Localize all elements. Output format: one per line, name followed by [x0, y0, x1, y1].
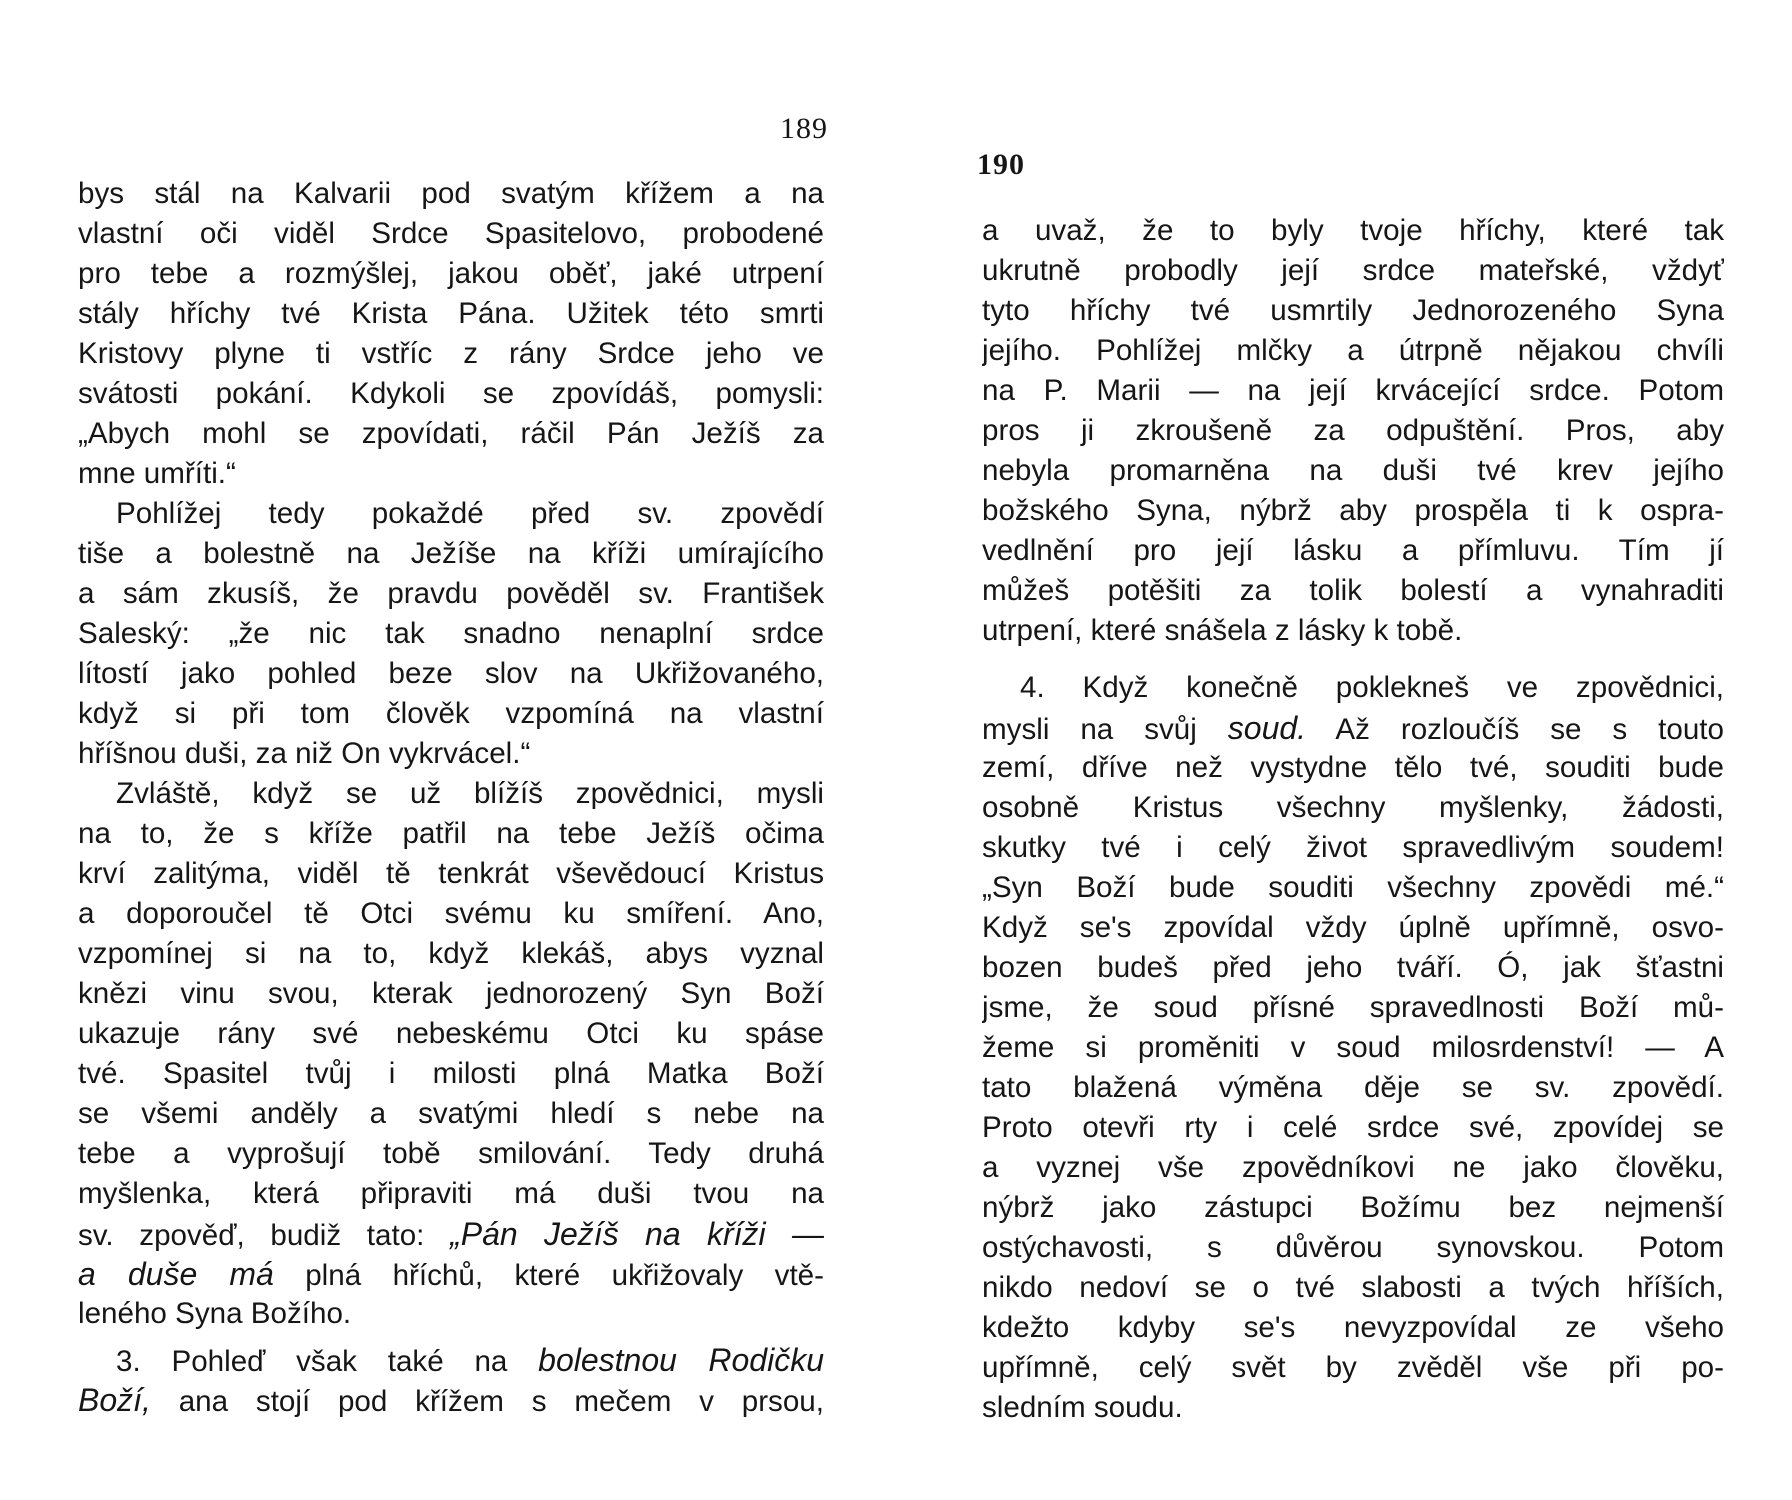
text-line: ukrutně probodly její srdce mateřské, vždyť: [982, 254, 1724, 287]
text-run: Až rozloučíš se s touto: [1306, 713, 1724, 746]
text-line: vedlnění pro její lásku a přímluvu. Tím jí: [982, 534, 1724, 567]
text-line: bys stál na Kalvarii pod svatým křížem a na: [78, 177, 824, 210]
text-line: utrpení, které snášela z lásky k tobě.: [982, 614, 1463, 647]
text-line: lítostí jako pohled beze slov na Ukřižovaného,: [78, 657, 824, 690]
text-line: Saleský: „že nic tak snadno nenaplní srdce: [78, 617, 824, 650]
text-run: mysli na svůj: [982, 713, 1228, 746]
text-line: a vyznej vše zpovědníkovi ne jako člověku,: [982, 1151, 1724, 1184]
text-line: vlastní oči viděl Srdce Spasitelovo, probodené: [78, 217, 824, 250]
text-line: svátosti pokání. Kdykoli se zpovídáš, pomysli:: [78, 377, 824, 410]
left-page-text: [78, 174, 824, 1420]
text-line: skutky tvé i celý život spravedlivým soudem!: [982, 831, 1724, 864]
text-line: Proto otevři rty i celé srdce své, zpovídej se: [982, 1111, 1724, 1144]
text-line: stály hříchy tvé Krista Pána. Užitek této smrti: [78, 297, 824, 330]
text-line: mne umříti.“: [78, 457, 236, 490]
text-line: Kristovy plyne ti vstříc z rány Srdce jeho ve: [78, 337, 824, 370]
text-line: [982, 708, 1724, 748]
text-run: 3. Pohleď však také na: [116, 1345, 539, 1378]
text-line: vzpomínej si na to, když klekáš, abys vyznal: [78, 937, 824, 970]
text-line: tvé. Spasitel tvůj i milosti plná Matka Boží: [78, 1057, 824, 1090]
text-line: „Abych mohl se zpovídati, ráčil Pán Ježíš za: [78, 417, 824, 450]
text-line: a sám zkusíš, že pravdu pověděl sv. František: [78, 577, 824, 610]
text-line: osobně Kristus všechny myšlenky, žádosti,: [982, 791, 1724, 824]
text-line: tato blažená výměna děje se sv. zpovědí.: [982, 1071, 1724, 1104]
text-line: sledním soudu.: [982, 1391, 1183, 1424]
text-line: božského Syna, nýbrž aby prospěla ti k ospra-: [982, 494, 1724, 527]
text-line: zemí, dříve než vystydne tělo tvé, souditi bude: [982, 751, 1724, 784]
text-line: knězi vinu svou, kterak jednorozený Syn Boží: [78, 977, 824, 1010]
text-line: ukazuje rány své nebeskému Otci ku spáse: [78, 1017, 824, 1050]
text-line: leného Syna Božího.: [78, 1297, 352, 1330]
text-line: Pohlížej tedy pokaždé před sv. zpovědí: [116, 497, 824, 530]
text-line: tiše a bolestně na Ježíše na kříži umírajícího: [78, 537, 824, 570]
emphasis-text: „Pán Ježíš na kříži —: [450, 1216, 824, 1252]
text-line: myšlenka, která připraviti má duši tvou na: [78, 1177, 824, 1210]
text-line: [78, 1380, 824, 1420]
text-line: [78, 1340, 824, 1380]
text-line: můžeš potěšiti za tolik bolestí a vynahraditi: [982, 574, 1724, 607]
text-line: když si při tom člověk vzpomíná na vlastní: [78, 697, 824, 730]
text-line: [78, 1214, 824, 1254]
text-line: jsme, že soud přísné spravedlnosti Boží mů-: [982, 991, 1724, 1024]
text-line: Zvláště, když se už blížíš zpovědnici, mysli: [116, 777, 824, 810]
text-line: pros ji zkroušeně za odpuštění. Pros, aby: [982, 414, 1724, 447]
text-line: tebe a vyprošují tobě smilování. Tedy druhá: [78, 1137, 824, 1170]
text-line: žeme si proměniti v soud milosrdenství! — A: [982, 1031, 1724, 1064]
text-line: „Syn Boží bude souditi všechny zpovědi mé.“: [982, 871, 1724, 904]
emphasis-text: bolestnou Rodičku: [538, 1342, 824, 1378]
page-number-left: 189: [780, 112, 828, 145]
text-line: na P. Marii — na její krvácející srdce. Potom: [982, 374, 1724, 407]
page-number-right: 190: [977, 148, 1025, 181]
text-line: nikdo nedoví se o tvé slabosti a tvých hříších,: [982, 1271, 1724, 1304]
text-line: a doporoučel tě Otci svému ku smíření. Ano,: [78, 897, 824, 930]
emphasis-text: Boží,: [78, 1382, 151, 1418]
text-line: krví zalitýma, viděl tě tenkrát vševědoucí Kristus: [78, 857, 824, 890]
text-line: na to, že s kříže patřil na tebe Ježíš očima: [78, 817, 824, 850]
right-page-text: [982, 211, 1724, 1428]
text-line: 4. Když konečně poklekneš ve zpovědnici,: [1020, 671, 1724, 704]
text-line: tyto hříchy tvé usmrtily Jednorozeného Syna: [982, 294, 1724, 327]
emphasis-text: a duše má: [78, 1256, 274, 1292]
text-line: hříšnou duši, za niž On vykrvácel.“: [78, 737, 531, 770]
text-line: ostýchavosti, s důvěrou synovskou. Potom: [982, 1231, 1724, 1264]
text-line: se všemi anděly a svatými hledí s nebe na: [78, 1097, 824, 1130]
text-line: nýbrž jako zástupci Božímu bez nejmenší: [982, 1191, 1724, 1224]
text-line: bozen budeš před jeho tváří. Ó, jak šťastni: [982, 951, 1724, 984]
text-line: nebyla promarněna na duši tvé krev jejího: [982, 454, 1724, 487]
text-line: kdežto kdyby se's nevyzpovídal ze všeho: [982, 1311, 1724, 1344]
text-line: Když se's zpovídal vždy úplně upřímně, osvo-: [982, 911, 1724, 944]
text-run: sv. zpověď, budiž tato:: [78, 1219, 451, 1252]
text-run: ana stojí pod křížem s mečem v prsou,: [150, 1385, 824, 1418]
emphasis-text: soud.: [1227, 710, 1307, 746]
text-line: a uvaž, že to byly tvoje hříchy, které tak: [982, 214, 1724, 247]
text-line: jejího. Pohlížej mlčky a útrpně nějakou chvíli: [982, 334, 1724, 367]
text-line: [78, 1254, 824, 1294]
text-line: pro tebe a rozmýšlej, jakou oběť, jaké utrpení: [78, 257, 824, 290]
text-run: plná hříchů, které ukřižovaly vtě-: [273, 1259, 824, 1292]
text-line: upřímně, celý svět by zvěděl vše při po-: [982, 1351, 1724, 1384]
